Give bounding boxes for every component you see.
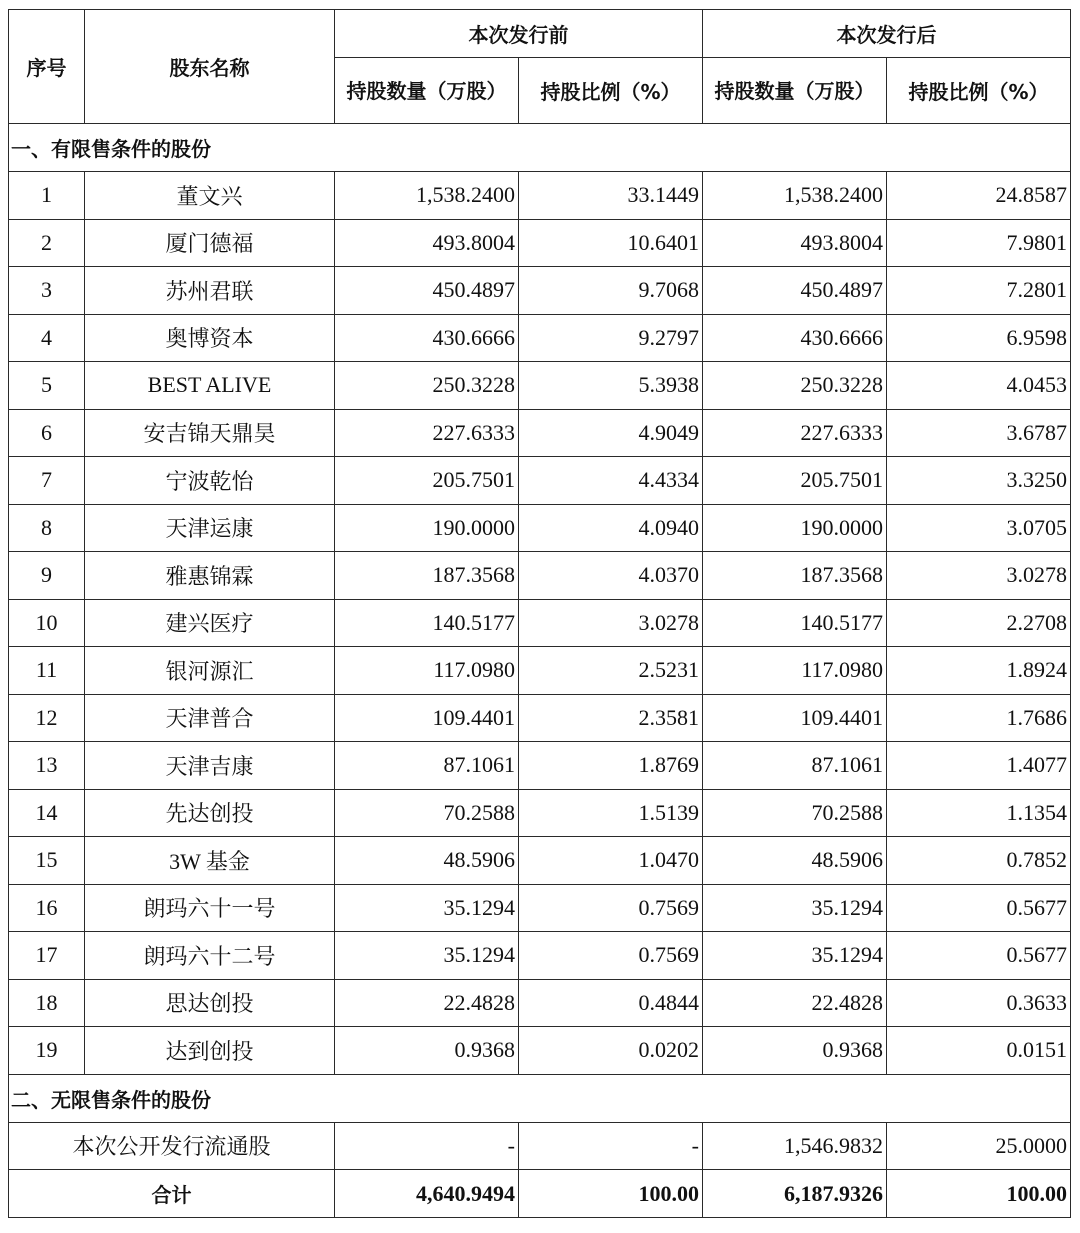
qty-before-cell: 205.7501 (335, 457, 519, 505)
header-pct-after: 持股比例（%） (887, 58, 1071, 124)
header-qty-after: 持股数量（万股） (703, 58, 887, 124)
shareholder-name: 天津普合 (85, 694, 335, 742)
shareholder-name: 达到创投 (85, 1027, 335, 1075)
qty-before-cell: 48.5906 (335, 837, 519, 885)
shareholder-name: 厦门德福 (85, 219, 335, 267)
shareholder-name: 安吉锦天鼎昊 (85, 409, 335, 457)
shareholder-name: 先达创投 (85, 789, 335, 837)
table-row (9, 979, 1071, 1027)
pct-before-cell: 0.4844 (519, 979, 703, 1027)
shareholder-name: 宁波乾怡 (85, 457, 335, 505)
qty-before-cell: 117.0980 (335, 647, 519, 695)
header-row-top (9, 10, 1071, 58)
row-seq: 8 (9, 504, 85, 552)
pct-before-cell: 4.4334 (519, 457, 703, 505)
pct-before-cell: 1.8769 (519, 742, 703, 790)
qty-after-cell: 205.7501 (703, 457, 887, 505)
pct-before-cell: 10.6401 (519, 219, 703, 267)
total-pct-before: 100.00 (519, 1170, 703, 1218)
section-restricted-shares (9, 124, 1071, 172)
shareholder-name: BEST ALIVE (85, 362, 335, 410)
qty-before-cell: - (335, 1122, 519, 1170)
qty-after-cell: 430.6666 (703, 314, 887, 362)
row-seq: 16 (9, 884, 85, 932)
row-seq: 17 (9, 932, 85, 980)
shareholder-name: 苏州君联 (85, 267, 335, 315)
pct-before-cell: 0.7569 (519, 932, 703, 980)
pct-after-cell: 3.0705 (887, 504, 1071, 552)
qty-after-cell: 87.1061 (703, 742, 887, 790)
qty-after-cell: 35.1294 (703, 932, 887, 980)
qty-after-cell: 187.3568 (703, 552, 887, 600)
qty-before-cell: 227.6333 (335, 409, 519, 457)
row-seq: 6 (9, 409, 85, 457)
pct-before-cell: 33.1449 (519, 172, 703, 220)
qty-after-cell: 35.1294 (703, 884, 887, 932)
header-after-issue: 本次发行后 (703, 10, 1071, 58)
shareholder-name: 朗玛六十二号 (85, 932, 335, 980)
pct-after-cell: 0.5677 (887, 884, 1071, 932)
table-row (9, 267, 1071, 315)
pct-before-cell: 1.0470 (519, 837, 703, 885)
section-title: 一、有限售条件的股份 (9, 124, 1071, 172)
row-seq: 4 (9, 314, 85, 362)
table-row (9, 457, 1071, 505)
section-unrestricted-shares (9, 1074, 1071, 1122)
row-seq: 9 (9, 552, 85, 600)
pct-before-cell: 2.5231 (519, 647, 703, 695)
pct-before-cell: 0.0202 (519, 1027, 703, 1075)
qty-after-cell: 117.0980 (703, 647, 887, 695)
table-row (9, 362, 1071, 410)
row-seq: 19 (9, 1027, 85, 1075)
shareholder-name: 雅惠锦霖 (85, 552, 335, 600)
qty-before-cell: 190.0000 (335, 504, 519, 552)
pct-before-cell: 3.0278 (519, 599, 703, 647)
pct-before-cell: 4.9049 (519, 409, 703, 457)
qty-before-cell: 35.1294 (335, 932, 519, 980)
pct-before-cell: 9.7068 (519, 267, 703, 315)
qty-after-cell: 1,538.2400 (703, 172, 887, 220)
pct-before-cell: 4.0940 (519, 504, 703, 552)
pct-before-cell: - (519, 1122, 703, 1170)
shareholder-name: 建兴医疗 (85, 599, 335, 647)
qty-before-cell: 0.9368 (335, 1027, 519, 1075)
table-row (9, 504, 1071, 552)
qty-before-cell: 70.2588 (335, 789, 519, 837)
header-qty-before: 持股数量（万股） (335, 58, 519, 124)
table-row (9, 694, 1071, 742)
pct-before-cell: 4.0370 (519, 552, 703, 600)
shareholder-name: 天津吉康 (85, 742, 335, 790)
row-seq: 7 (9, 457, 85, 505)
row-seq: 5 (9, 362, 85, 410)
table-row (9, 742, 1071, 790)
pct-before-cell: 0.7569 (519, 884, 703, 932)
row-seq: 1 (9, 172, 85, 220)
public-offering-name: 本次公开发行流通股 (9, 1122, 335, 1170)
section-title: 二、无限售条件的股份 (9, 1074, 1071, 1122)
pct-before-cell: 5.3938 (519, 362, 703, 410)
qty-after-cell: 227.6333 (703, 409, 887, 457)
row-seq: 14 (9, 789, 85, 837)
header-shareholder-name: 股东名称 (85, 10, 335, 124)
pct-after-cell: 24.8587 (887, 172, 1071, 220)
qty-after-cell: 140.5177 (703, 599, 887, 647)
row-seq: 13 (9, 742, 85, 790)
pct-after-cell: 7.2801 (887, 267, 1071, 315)
qty-after-cell: 450.4897 (703, 267, 887, 315)
qty-before-cell: 87.1061 (335, 742, 519, 790)
pct-after-cell: 3.3250 (887, 457, 1071, 505)
shareholder-name: 朗玛六十一号 (85, 884, 335, 932)
table-row (9, 1027, 1071, 1075)
table-row (9, 219, 1071, 267)
pct-before-cell: 9.2797 (519, 314, 703, 362)
qty-after-cell: 0.9368 (703, 1027, 887, 1075)
header-before-issue: 本次发行前 (335, 10, 703, 58)
qty-after-cell: 1,546.9832 (703, 1122, 887, 1170)
qty-before-cell: 35.1294 (335, 884, 519, 932)
qty-after-cell: 250.3228 (703, 362, 887, 410)
shareholder-name: 奥博资本 (85, 314, 335, 362)
row-seq: 12 (9, 694, 85, 742)
pct-after-cell: 7.9801 (887, 219, 1071, 267)
table-row (9, 552, 1071, 600)
qty-after-cell: 22.4828 (703, 979, 887, 1027)
pct-after-cell: 0.3633 (887, 979, 1071, 1027)
row-seq: 18 (9, 979, 85, 1027)
shareholder-name: 思达创投 (85, 979, 335, 1027)
pct-after-cell: 0.7852 (887, 837, 1071, 885)
pct-after-cell: 0.0151 (887, 1027, 1071, 1075)
shareholder-name: 天津运康 (85, 504, 335, 552)
pct-after-cell: 1.8924 (887, 647, 1071, 695)
table-row (9, 647, 1071, 695)
total-pct-after: 100.00 (887, 1170, 1071, 1218)
pct-after-cell: 2.2708 (887, 599, 1071, 647)
pct-after-cell: 1.1354 (887, 789, 1071, 837)
shareholder-name: 3W 基金 (85, 837, 335, 885)
total-qty-after: 6,187.9326 (703, 1170, 887, 1218)
qty-before-cell: 22.4828 (335, 979, 519, 1027)
pct-after-cell: 25.0000 (887, 1122, 1071, 1170)
qty-before-cell: 109.4401 (335, 694, 519, 742)
qty-after-cell: 70.2588 (703, 789, 887, 837)
table-row (9, 314, 1071, 362)
row-seq: 15 (9, 837, 85, 885)
pct-after-cell: 0.5677 (887, 932, 1071, 980)
pct-after-cell: 4.0453 (887, 362, 1071, 410)
qty-before-cell: 1,538.2400 (335, 172, 519, 220)
table-row (9, 837, 1071, 885)
shareholder-name: 银河源汇 (85, 647, 335, 695)
header-pct-before: 持股比例（%） (519, 58, 703, 124)
qty-before-cell: 430.6666 (335, 314, 519, 362)
pct-after-cell: 6.9598 (887, 314, 1071, 362)
total-qty-before: 4,640.9494 (335, 1170, 519, 1218)
header-seq: 序号 (9, 10, 85, 124)
pct-after-cell: 1.4077 (887, 742, 1071, 790)
total-label: 合计 (9, 1170, 335, 1218)
qty-before-cell: 493.8004 (335, 219, 519, 267)
shareholding-table (8, 9, 1071, 1218)
pct-after-cell: 3.6787 (887, 409, 1071, 457)
row-seq: 2 (9, 219, 85, 267)
qty-after-cell: 493.8004 (703, 219, 887, 267)
row-seq: 3 (9, 267, 85, 315)
pct-before-cell: 1.5139 (519, 789, 703, 837)
qty-after-cell: 48.5906 (703, 837, 887, 885)
shareholder-name: 董文兴 (85, 172, 335, 220)
pct-after-cell: 1.7686 (887, 694, 1071, 742)
qty-after-cell: 109.4401 (703, 694, 887, 742)
table-row (9, 932, 1071, 980)
row-seq: 11 (9, 647, 85, 695)
pct-after-cell: 3.0278 (887, 552, 1071, 600)
qty-after-cell: 190.0000 (703, 504, 887, 552)
qty-before-cell: 250.3228 (335, 362, 519, 410)
table-row (9, 599, 1071, 647)
qty-before-cell: 140.5177 (335, 599, 519, 647)
pct-before-cell: 2.3581 (519, 694, 703, 742)
table-row (9, 409, 1071, 457)
table-row (9, 884, 1071, 932)
total-row (9, 1170, 1071, 1218)
table-row (9, 789, 1071, 837)
qty-before-cell: 450.4897 (335, 267, 519, 315)
row-seq: 10 (9, 599, 85, 647)
public-offering-row (9, 1122, 1071, 1170)
qty-before-cell: 187.3568 (335, 552, 519, 600)
table-row (9, 172, 1071, 220)
